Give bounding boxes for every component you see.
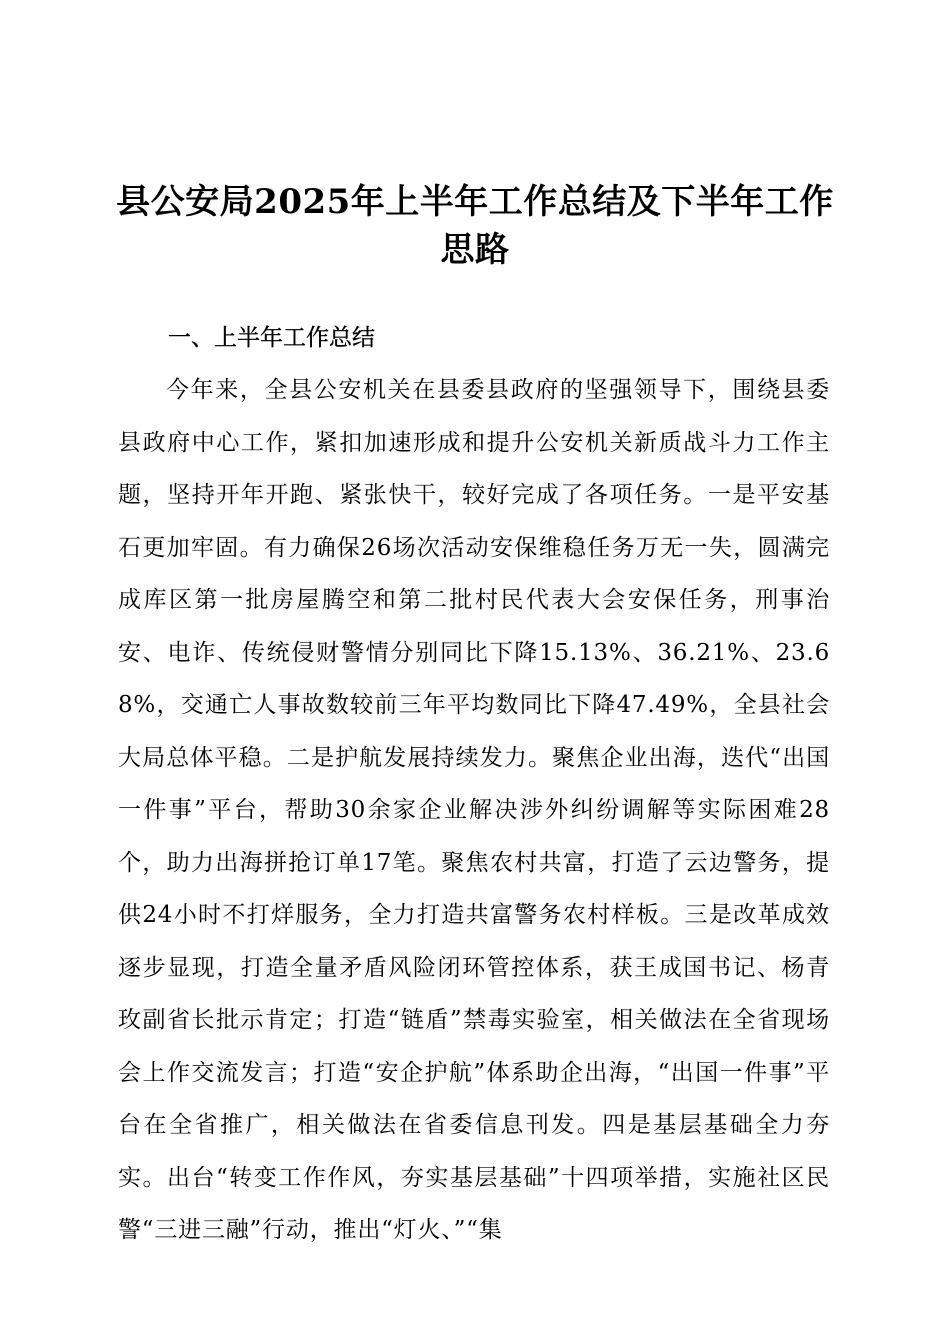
body-paragraph: 今年来，全县公安机关在县委县政府的坚强领导下，围绕县委县政府中心工作，紧扣加速形成和提升公安机关新质战斗力工作主题，坚持开年开跑、紧张快干，较好完成了各项任务。一是平安基石更加牢固。有力确保26场次活动安保维稳任务万无一失，圆满完成库区第一批房屋腾空和第二批村民代表大会安保任务，刑事治安、电诈、传统侵财警情分别同比下降15.13%、36.21%、23.68%，交通亡人事故数较前三年平均数同比下降47.49%，全县社会大局总体平稳。二是护航发展持续发力。聚焦企业出海，迭代“出国一件事”平台，帮助30余家企业解决涉外纠纷调解等实际困难28个，助力出海拼抢订单17笔。聚焦农村共富，打造了云边警务，提供24小时不打烊服务，全力打造共富警务农村样板。三是改革成效逐步显现，打造全量矛盾风险闭环管控体系，获王成国书记、杨青玫副省长批示肯定；打造“链盾”禁毒实验室，相关做法在全省现场会上作交流发言；打造“安企护航”体系助企出海，“出国一件事”平台在全省推广，相关做法在省委信息刊发。四是基层基础全力夯实。出台“转变工作作风，夯实基层基础”十四项举措，实施社区民警“三进三融”行动，推出“灯火、”“集 bbox=[118, 377, 830, 1243]
document-title: 县公安局2025年上半年工作总结及下半年工作思路 bbox=[116, 182, 834, 270]
section-heading: 一、上半年工作总结 bbox=[168, 325, 375, 351]
